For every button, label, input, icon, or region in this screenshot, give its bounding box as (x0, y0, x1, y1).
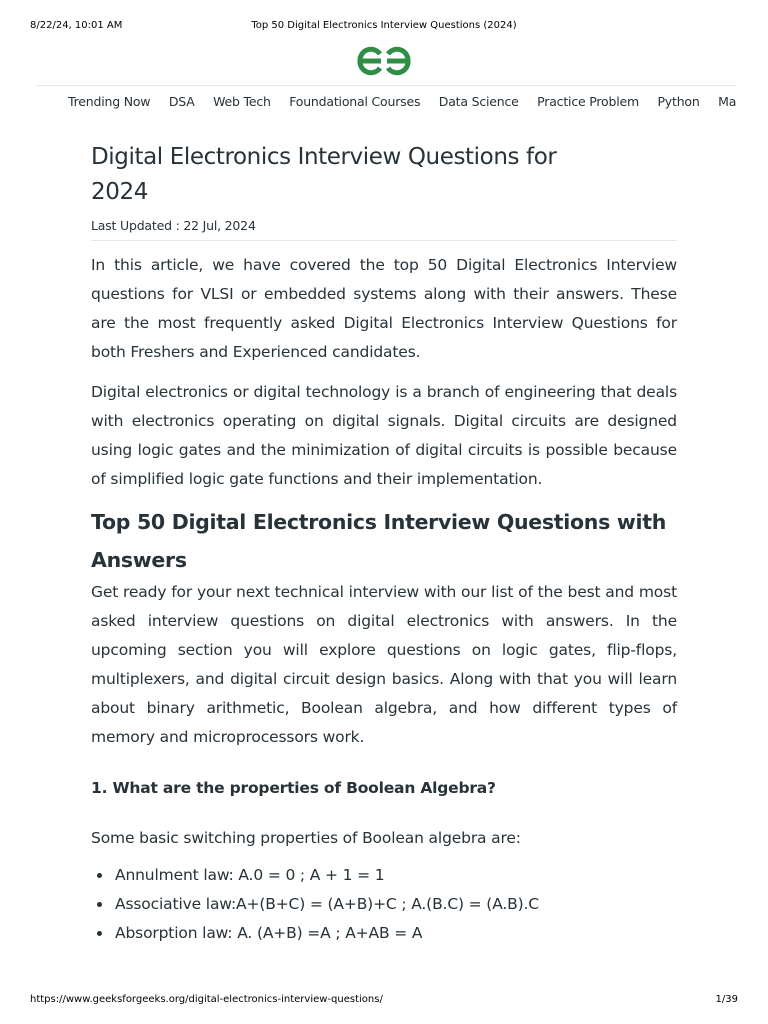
nav-item-foundational-courses[interactable]: Foundational Courses (289, 94, 421, 109)
bullet-icon (97, 931, 102, 936)
question-1-intro: Some basic switching properties of Boolean algebra are: (91, 829, 521, 847)
print-footer (0, 994, 768, 1014)
last-updated: Last Updated : 22 Jul, 2024 (91, 218, 256, 233)
print-url: https://www.geeksforgeeks.org/digital-electronics-interview-questions/ (30, 994, 383, 1005)
bullet-icon (97, 902, 102, 907)
nav-item-practice-problem[interactable]: Practice Problem (537, 94, 639, 109)
list-item-text: Annulment law: A.0 = 0 ; A + 1 = 1 (115, 866, 385, 884)
title-divider (91, 240, 677, 241)
boolean-properties-list (91, 861, 677, 948)
page-number: 1/39 (715, 994, 738, 1005)
list-item-text: Absorption law: A. (A+B) =A ; A+AB = A (115, 924, 423, 942)
print-date: 8/22/24, 10:01 AM (30, 20, 123, 31)
top-navigation (36, 85, 736, 117)
nav-item-dsa[interactable]: DSA (168, 94, 195, 109)
gfg-logo-icon[interactable] (356, 44, 412, 78)
list-item-text: Associative law:A+(B+C) = (A+B)+C ; A.(B.C) = (A.B).C (115, 895, 539, 913)
article-content (91, 140, 677, 948)
nav-item-more[interactable]: Ma (718, 94, 736, 109)
intro-paragraph-1: In this article, we have covered the top 50 Digital Electronics Interview questions for VLSI or embedded systems along with their answers. These are the most frequently asked Digital Electronics Interview Questions for both Freshers and Experienced candidates. (91, 256, 677, 361)
list-item (91, 890, 677, 919)
section-heading: Top 50 Digital Electronics Interview Questions with Answers (91, 510, 666, 572)
list-item (91, 861, 677, 890)
list-item (91, 919, 677, 948)
article-title: Digital Electronics Interview Questions for 2024 (91, 144, 557, 205)
section-paragraph: Get ready for your next technical interview with our list of the best and most asked interview questions on digital electronics with answers. In the upcoming section you will explore questions on logic gates, flip-flops, multiplexers, and digital circuit design basics. Along with that you will learn about binary arithmetic, Boolean algebra, and how different types of memory and microprocessors work. (91, 583, 677, 746)
nav-item-python[interactable]: Python (657, 94, 700, 109)
nav-item-data-science[interactable]: Data Science (438, 94, 519, 109)
question-1-heading: 1. What are the properties of Boolean Algebra? (91, 779, 496, 797)
print-document-title: Top 50 Digital Electronics Interview Questions (2024) (251, 20, 517, 31)
nav-item-web-tech[interactable]: Web Tech (213, 94, 271, 109)
print-header (0, 0, 768, 40)
bullet-icon (97, 873, 102, 878)
intro-paragraph-2: Digital electronics or digital technology is a branch of engineering that deals with electronics operating on digital signals. Digital circuits are designed using logic gates and the minimization of digital circuits is possible because of simplified logic gate functions and their implementation. (91, 383, 677, 488)
nav-item-trending-now[interactable]: Trending Now (68, 94, 151, 109)
